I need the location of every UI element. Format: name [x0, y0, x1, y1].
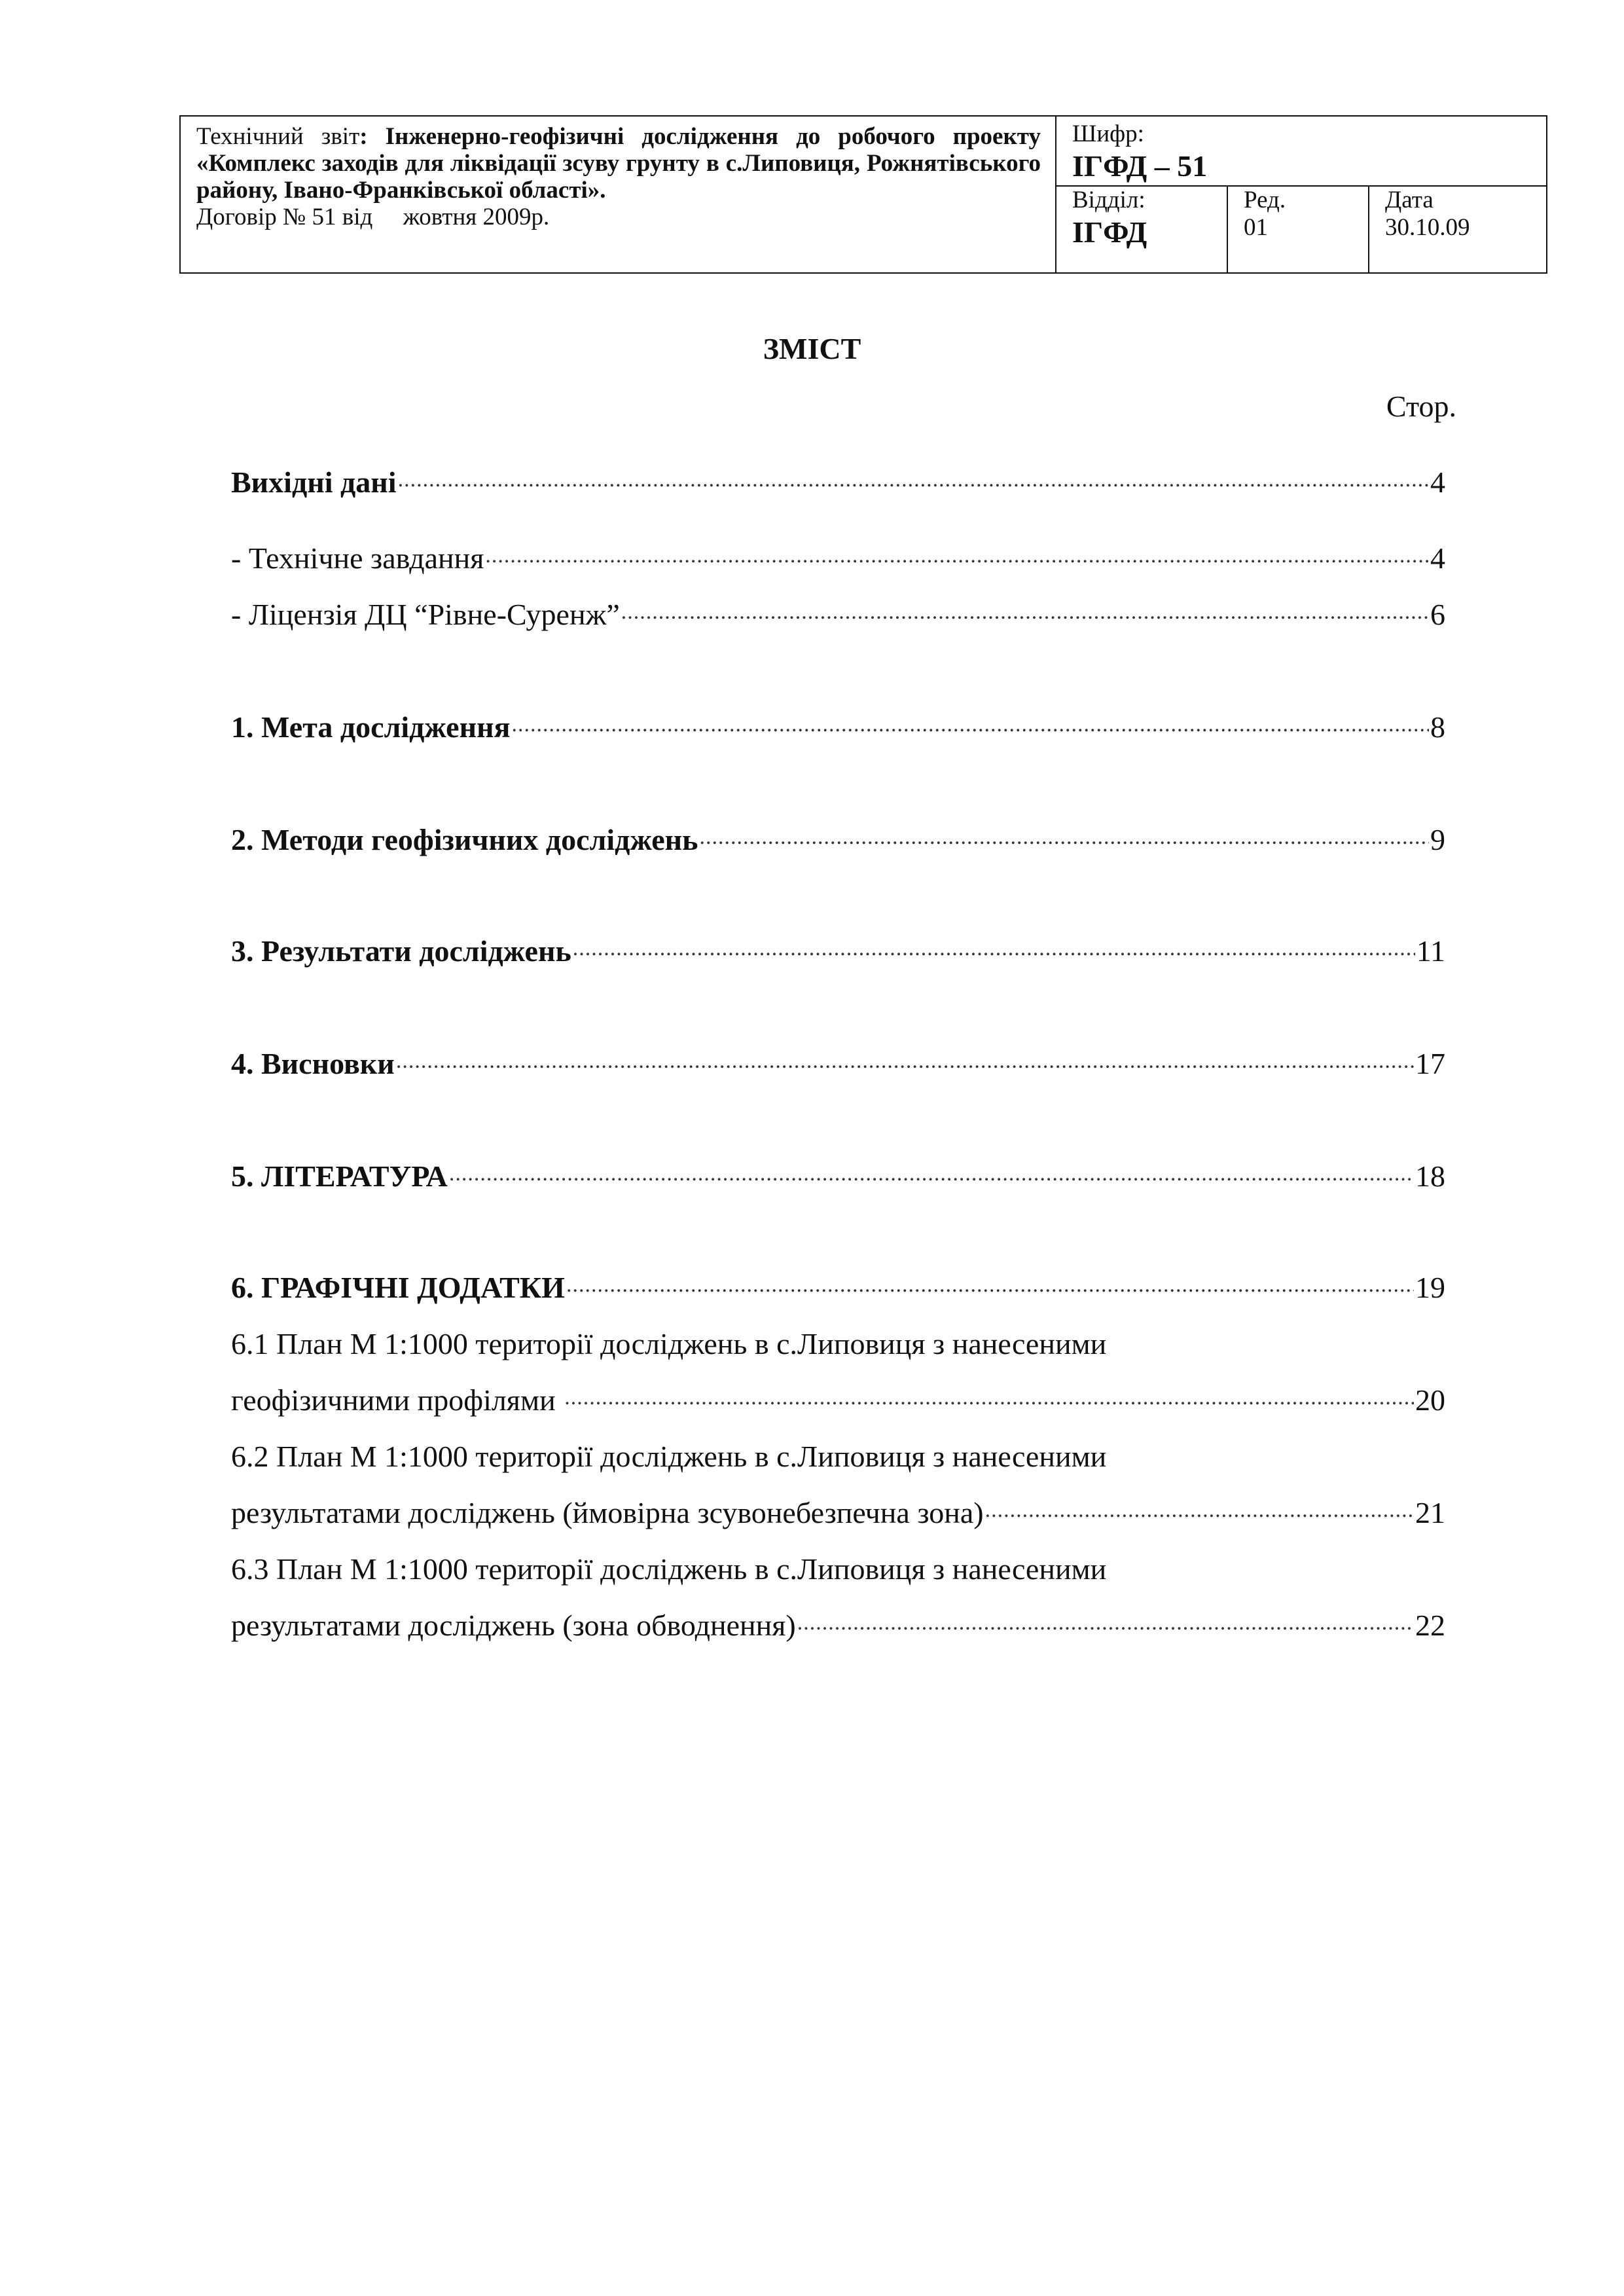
- document-header-table: [179, 115, 1547, 274]
- leader-dots: [699, 824, 1429, 850]
- department-cell: [1056, 187, 1228, 272]
- leader-dots: [398, 466, 1429, 492]
- leader-dots: [566, 1271, 1414, 1298]
- leader-dots: [396, 1048, 1414, 1074]
- report-title: : Інженерно-геофізичні дослідження до робочого проекту «Комплекс заходів для ліквідації зсуву грунту в с.Липовиця, Рожнятівського району, Івано-Франківської області».: [196, 123, 1041, 204]
- appendix-page: 22: [1415, 1609, 1445, 1642]
- toc-entry-page: 8: [1430, 710, 1445, 744]
- toc-entry: [231, 465, 1445, 501]
- toc-entry-title: 2. Методи геофізичних досліджень: [231, 823, 698, 856]
- toc-entry: [231, 710, 1445, 746]
- code-value: ІГФД – 51: [1072, 149, 1208, 183]
- date-label: Дата: [1385, 187, 1434, 213]
- appendix-page: 21: [1415, 1496, 1445, 1529]
- toc-entry: [231, 1046, 1445, 1083]
- appendix-title: геофізичними профілями: [231, 1383, 564, 1417]
- toc-entry-page: 18: [1415, 1159, 1445, 1193]
- toc-entry: [231, 541, 1445, 577]
- edition-value: 01: [1244, 214, 1268, 241]
- contract-line: Договір № 51 від жовтня 2009р.: [196, 204, 550, 230]
- page-column-label: Стор.: [1386, 390, 1456, 423]
- edition-label: Ред.: [1244, 187, 1286, 213]
- leader-dots: [985, 1497, 1414, 1523]
- toc-entry: [231, 822, 1445, 859]
- appendix-line: 6.2 План М 1:1000 території досліджень в с.Липовиця з нанесеними: [231, 1440, 1107, 1473]
- toc-entry-title: 3. Результати досліджень: [231, 934, 571, 968]
- department-value: ІГФД: [1072, 215, 1147, 249]
- appendix-title: результатами досліджень (зона обводнення): [231, 1609, 796, 1642]
- header-meta: [1056, 117, 1546, 272]
- department-label: Відділ:: [1072, 187, 1146, 213]
- appendix-page: 20: [1415, 1383, 1445, 1417]
- toc-entry: [231, 597, 1445, 634]
- toc-entry-page: 4: [1430, 465, 1445, 499]
- report-prefix: Технічний звіт: [196, 123, 360, 150]
- toc-entry: [231, 1270, 1445, 1307]
- toc-entry-title: 4. Висновки: [231, 1047, 395, 1080]
- toc-entry-page: 17: [1415, 1047, 1445, 1080]
- appendix-entry: [231, 1383, 1445, 1419]
- date-value: 30.10.09: [1385, 214, 1470, 241]
- toc-entry-page: 4: [1430, 541, 1445, 575]
- edition-cell: [1228, 187, 1369, 272]
- toc-entry-title: Вихідні дані: [231, 465, 397, 499]
- code-label: Шифр:: [1072, 120, 1144, 147]
- toc-entry: [231, 1159, 1445, 1195]
- toc-entry-title: 6. ГРАФІЧНІ ДОДАТКИ: [231, 1271, 565, 1304]
- leader-dots: [512, 711, 1430, 737]
- toc-entry-page: 6: [1430, 598, 1445, 631]
- date-cell: [1369, 187, 1546, 272]
- leader-dots: [564, 1384, 1414, 1410]
- page-title: ЗМІСТ: [763, 332, 861, 365]
- toc-entry-page: 11: [1416, 934, 1445, 968]
- toc-entry-title: - Ліцензія ДЦ “Рівне-Суренж”: [231, 598, 620, 631]
- leader-dots: [573, 935, 1415, 961]
- leader-dots: [449, 1160, 1414, 1186]
- appendix-line: 6.1 План М 1:1000 території досліджень в с.Липовиця з нанесеними: [231, 1327, 1107, 1360]
- toc-entry-page: 9: [1430, 823, 1445, 856]
- leader-dots: [485, 542, 1429, 568]
- toc-entry: [231, 934, 1445, 970]
- leader-dots: [621, 598, 1429, 625]
- toc-entry-title: 5. ЛІТЕРАТУРА: [231, 1159, 448, 1193]
- code-cell: [1056, 117, 1546, 187]
- appendix-title: результатами досліджень (ймовірна зсувонебезпечна зона): [231, 1496, 984, 1529]
- toc-entry-page: 19: [1415, 1271, 1445, 1304]
- leader-dots: [797, 1609, 1414, 1635]
- appendix-entry: [231, 1495, 1445, 1532]
- report-description: [196, 123, 1041, 204]
- toc-entry-title: - Технічне завдання: [231, 541, 484, 575]
- appendix-entry: [231, 1608, 1445, 1645]
- report-description-cell: [181, 117, 1056, 272]
- appendix-line: 6.3 План М 1:1000 території досліджень в с.Липовиця з нанесеними: [231, 1552, 1107, 1586]
- toc-entry-title: 1. Мета дослідження: [231, 710, 511, 744]
